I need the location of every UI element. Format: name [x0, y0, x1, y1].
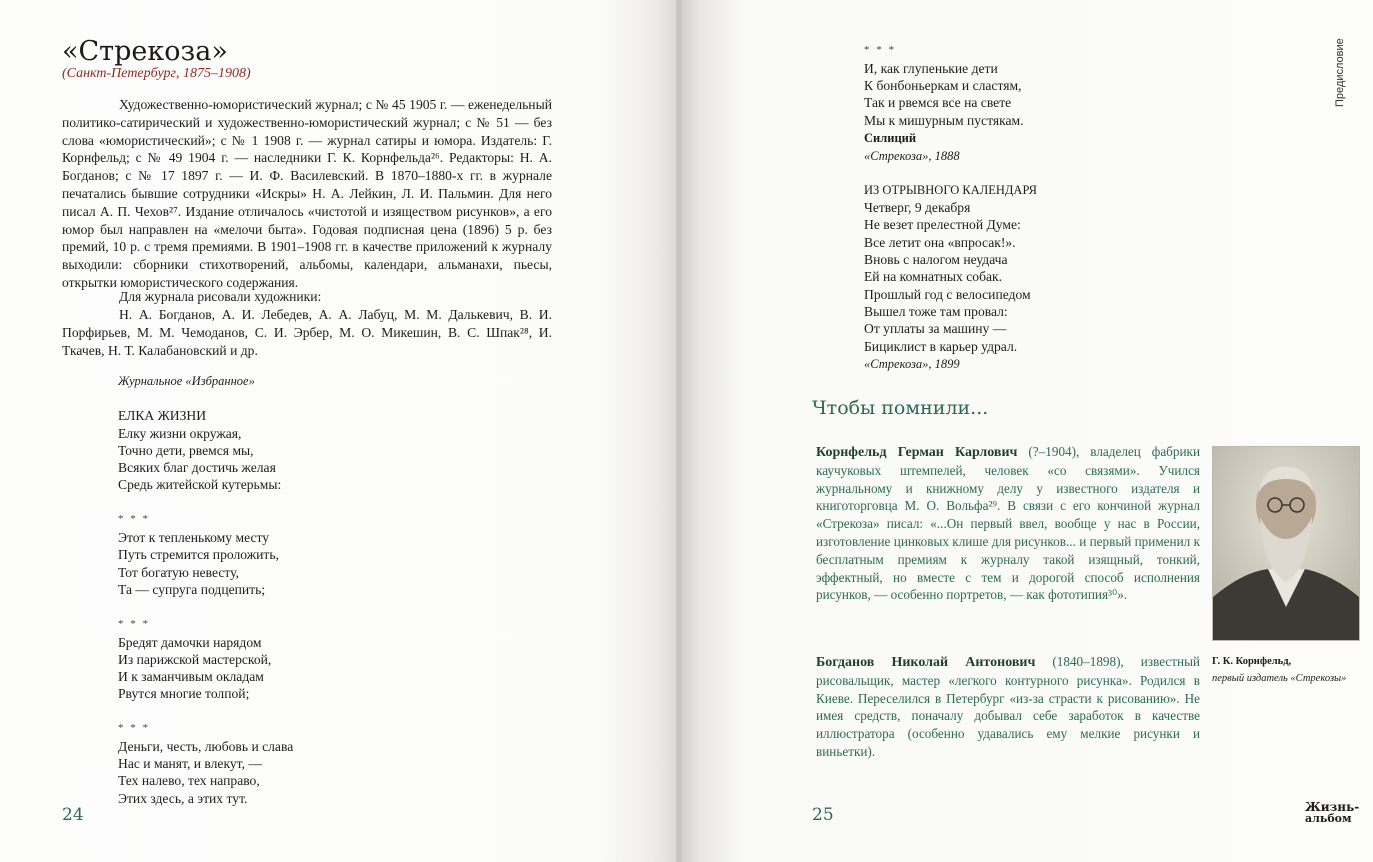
bio-entry-bogdanov — [816, 653, 1200, 761]
poem-title: ЕЛКА ЖИЗНИ — [118, 408, 207, 423]
poem-source: «Стрекоза», 1888 — [864, 149, 960, 163]
poem-line: Нас и манят, и влекут, — — [118, 756, 262, 771]
artists-intro: Для журнала рисовали художники: — [119, 289, 322, 304]
article-subtitle: (Санкт-Петербург, 1875–1908) — [62, 66, 251, 81]
bio-text: (?–1904), владелец фабрики каучуковых штемпелей, человек «со связями». Учился журнальному и книжному делу у известного издателя и книготорговца М. О. Вольфа²⁹. В связи с его кончиной журнал «Стрекоза» писал: «...Он первый ввел, вообще у нас в России, изготовление цинковых клише для рисунков... и первый применил к бесплатным премиям к журналу такой изящный, тонкий, эффектный, но вместе с тем и дорогой способ исполнения рисунков, — особенно портретов, — как фототипия³⁰». — [816, 444, 1200, 603]
poem-line: И к заманчивым окладам — [118, 669, 264, 684]
poem-line: Та — супруга подцепить; — [118, 582, 266, 597]
artists-list: Н. А. Богданов, А. И. Лебедев, А. А. Лабуц, М. М. Далькевич, В. И. Порфирьев, М. М. Чемоданов, С. И. Эрбер, М. О. Микешин, В. С. Шпак²⁸, И. Ткачев, Н. Т. Калабановский и др. — [62, 307, 552, 358]
poem-line: Ей на комнатных собак. — [864, 269, 1003, 284]
poem-line: Вышел тоже там провал: — [864, 304, 1008, 319]
bio-entry-kornfeld — [816, 443, 1200, 604]
poem-line: Так и рвемся все на свете — [864, 95, 1012, 110]
poem-line: Тех налево, тех направо, — [118, 773, 260, 788]
poem-line: Не везет прелестной Думе: — [864, 217, 1021, 232]
poem-line: Путь стремится проложить, — [118, 547, 279, 562]
stanza-separator: * * * — [118, 513, 150, 525]
poem-line: Четверг, 9 декабря — [864, 200, 971, 215]
poem-line: Бициклист в карьер удрал. — [864, 339, 1018, 354]
journal-description — [62, 96, 552, 292]
poem-line: От уплаты за машину — — [864, 321, 1007, 336]
page-number-right: 25 — [812, 805, 834, 825]
poem-line: Этих здесь, а этих тут. — [118, 791, 248, 806]
description-paragraph: Художественно-юмористический журнал; с № 45 1905 г. — еженедельный политико-сатирический и художественно-юмористический журнал; с № 51 — без слова «юмористический»; с № 1 1908 г. — журнал сатиры и юмора. Издатель: Г. Корнфельд; с № 49 1904 г. — наследники Г. К. Корнфельда²⁶. Редакторы: Н. А. Богданов; с № 17 1897 г. — И. Ф. Василевский. В 1870–1880-х гг. в журнале печатались бывшие сотрудники «Искры» Н. А. Лейкин, Л. И. Пальмин. Для него писал А. П. Чехов²⁷. Издание отличалось «чистотой и изяществом рисунков», а его юмор был направлен на «мелочи быта». Годовая подписная цена (1896) 5 р. без премий, 10 р. с тремя премиями. В 1901–1908 гг. в качестве приложений к журналу выходили: сборники стихотворений, альбомы, календари, альманахи, пьесы, открытки юмористического содержания. — [62, 97, 552, 290]
article-title: «Стрекоза» — [62, 36, 228, 67]
poem-source: «Стрекоза», 1899 — [864, 357, 960, 371]
poem-line: Всяких благ достичь желая — [118, 460, 276, 475]
photo-caption-name: Г. К. Корнфельд, — [1212, 656, 1292, 667]
poem-line: Вновь с налогом неудача — [864, 252, 1008, 267]
poem-line: К бонбоньеркам и сластям, — [864, 78, 1022, 93]
poem2-title: ИЗ ОТРЫВНОГО КАЛЕНДАРЯ — [864, 183, 1037, 197]
publication-logo-line1: Жизнь- — [1305, 800, 1360, 814]
book-spine — [676, 0, 682, 862]
publication-logo-line2: альбом — [1305, 812, 1352, 825]
photo-caption-role: первый издатель «Стрекозы» — [1212, 673, 1347, 684]
bio-name: Богданов Николай Антонович — [816, 655, 1036, 670]
poem-line: Этот к тепленькому месту — [118, 530, 270, 545]
stanza-separator: * * * — [864, 44, 896, 56]
stanza-separator: * * * — [118, 722, 150, 734]
section-side-label: Предисловие — [1334, 38, 1346, 107]
poem-line: Елку жизни окружая, — [118, 426, 242, 441]
poem-line: Рвутся многие толпой; — [118, 686, 250, 701]
poem-line: Деньги, честь, любовь и слава — [118, 739, 294, 754]
poem-line: Все летит она «впросак!». — [864, 235, 1016, 250]
poem-line: Бредят дамочки нарядом — [118, 635, 262, 650]
poem-line: И, как глупенькие дети — [864, 61, 998, 76]
poem-line: Точно дети, рвемся мы, — [118, 443, 254, 458]
poem-line: Мы к мишурным пустякам. — [864, 113, 1024, 128]
poem-line: Прошлый год с велосипедом — [864, 287, 1031, 302]
poem-line: Тот богатую невесту, — [118, 565, 239, 580]
portrait-photo — [1212, 446, 1360, 641]
bio-name: Корнфельд Герман Карлович — [816, 445, 1018, 460]
stanza-separator: * * * — [118, 618, 150, 630]
poem-line: Из парижской мастерской, — [118, 652, 272, 667]
selection-heading: Журнальное «Избранное» — [118, 374, 255, 388]
section-heading: Чтобы помнили... — [812, 397, 989, 419]
poem-line: Средь житейской кутерьмы: — [118, 477, 282, 492]
poem-author: Силиций — [864, 131, 917, 145]
bio-text: (1840–1898), известный рисовальщик, мастер «легкого контурного рисунка». Родился в Киеве. Переселился в Петербург «из-за страсти к рисованию». Не имея средств, поначалу добывал себе заработок в качестве иллюстратора (особенно удавались ему мелкие рисунки и виньетки). — [816, 654, 1200, 759]
page-number-left: 24 — [62, 805, 84, 825]
